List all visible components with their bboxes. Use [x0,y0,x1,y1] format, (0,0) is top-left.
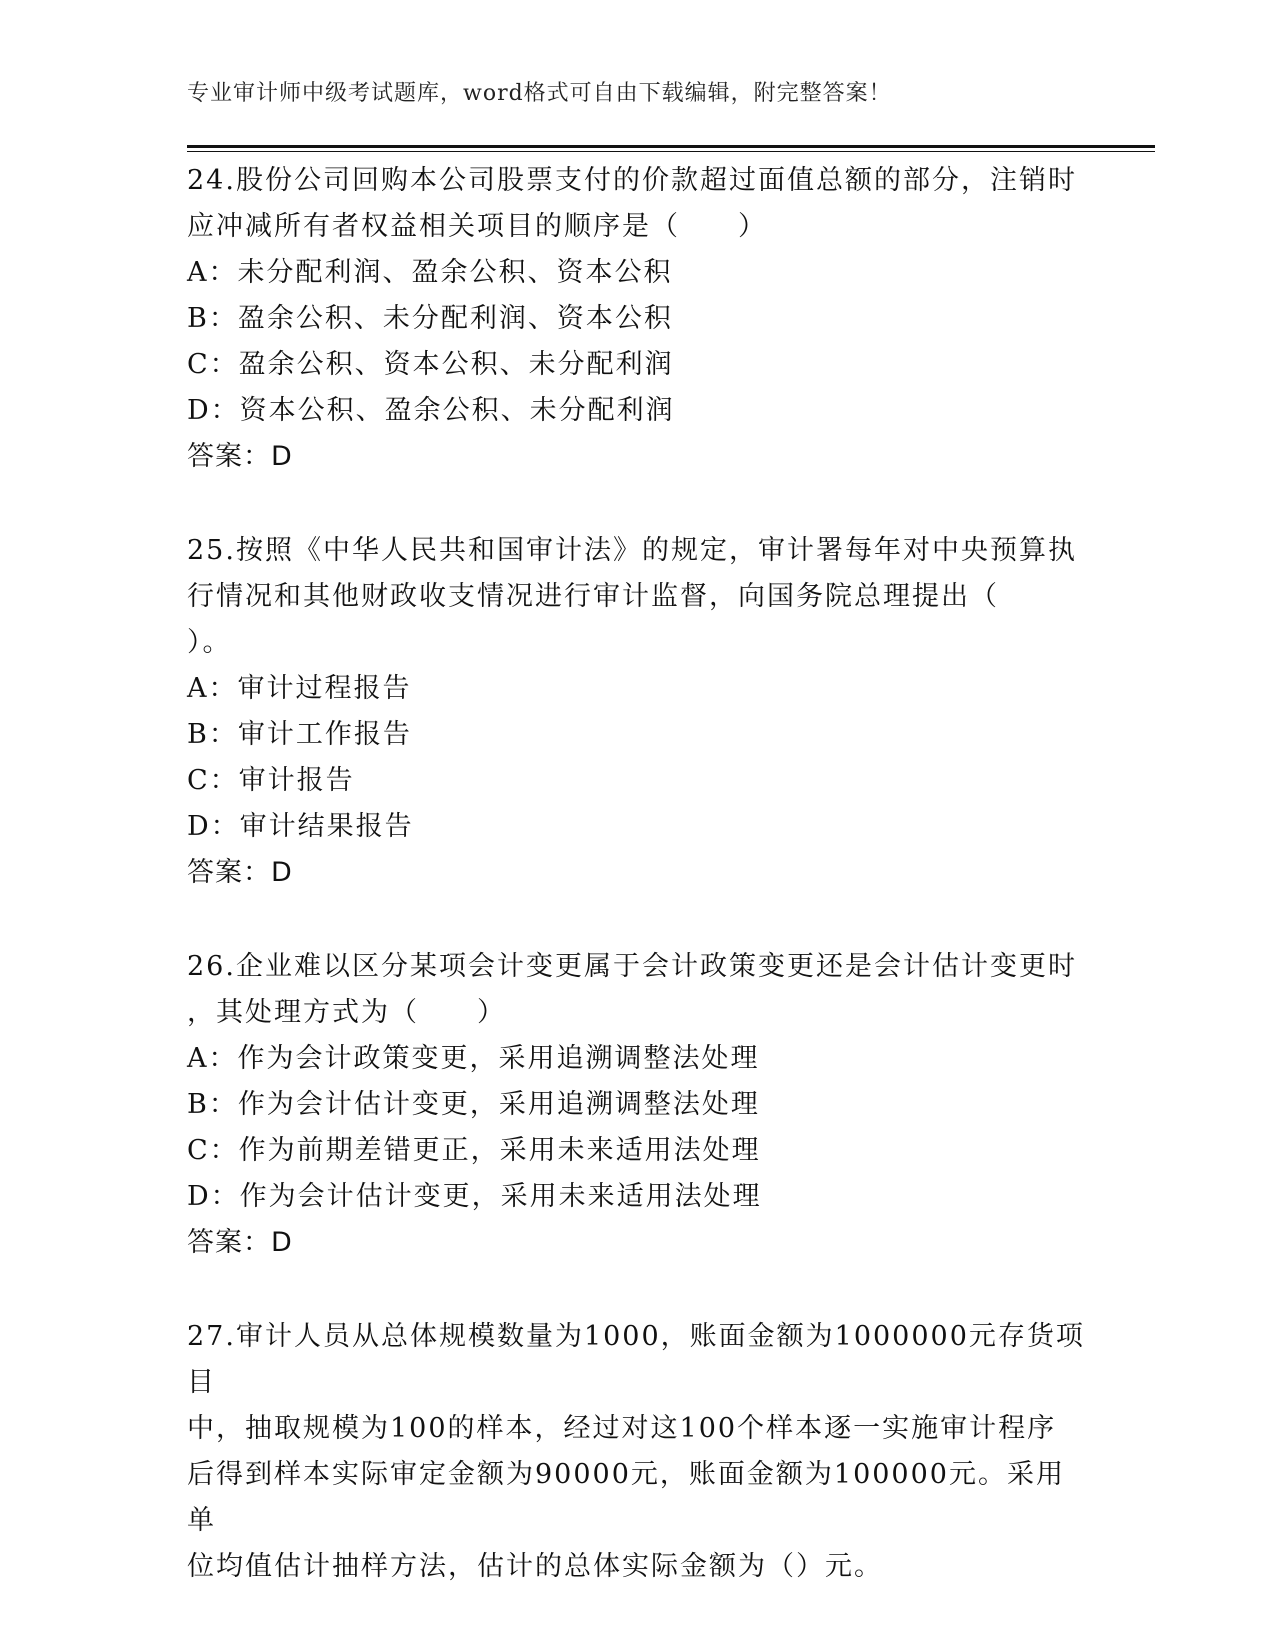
question-24 [187,158,1087,480]
question-stem: 27.审计人员从总体规模数量为1000，账面金额为1000000元存货项目 中，抽取规模为100的样本，经过对这100个样本逐一实施审计程序 后得到样本实际审定金额为90000元，账面金额为100000元。采用单 位均值估计抽样方法，估计的总体实际金额为（）元。 [187,1321,1085,1582]
question-stem: 26.企业难以区分某项会计变更属于会计政策变更还是会计估计变更时 ，其处理方式为（ ） [187,951,1077,1028]
answer: 答案：D [187,441,293,472]
option-c: C：盈余公积、资本公积、未分配利润 [187,349,674,380]
page-header: 专业审计师中级考试题库，word格式可自由下载编辑，附完整答案！ [187,81,892,106]
question-stem: 25.按照《中华人民共和国审计法》的规定，审计署每年对中央预算执 行情况和其他财政收支情况进行审计监督，向国务院总理提出（ ）。 [187,535,1077,658]
option-a: A：审计过程报告 [187,673,412,704]
question-25 [187,528,1087,896]
header-divider [187,145,1155,148]
option-c: C：作为前期差错更正，采用未来适用法处理 [187,1135,761,1166]
option-b: B：作为会计估计变更，采用追溯调整法处理 [187,1089,760,1120]
option-b: B：审计工作报告 [187,719,412,750]
answer: 答案：D [187,1227,293,1258]
option-d: D：审计结果报告 [187,811,414,842]
option-b: B：盈余公积、未分配利润、资本公积 [187,303,673,334]
header-divider-thin [187,151,1155,152]
option-a: A：作为会计政策变更，采用追溯调整法处理 [187,1043,760,1074]
question-stem: 24.股份公司回购本公司股票支付的价款超过面值总额的部分，注销时 应冲减所有者权益相关项目的顺序是（ ） [187,165,1077,242]
question-list [187,158,1087,1590]
option-d: D：资本公积、盈余公积、未分配利润 [187,395,675,426]
answer: 答案：D [187,857,293,888]
option-c: C：审计报告 [187,765,355,796]
question-26 [187,944,1087,1266]
option-a: A：未分配利润、盈余公积、资本公积 [187,257,673,288]
option-d: D：作为会计估计变更，采用未来适用法处理 [187,1181,762,1212]
question-27 [187,1314,1087,1590]
